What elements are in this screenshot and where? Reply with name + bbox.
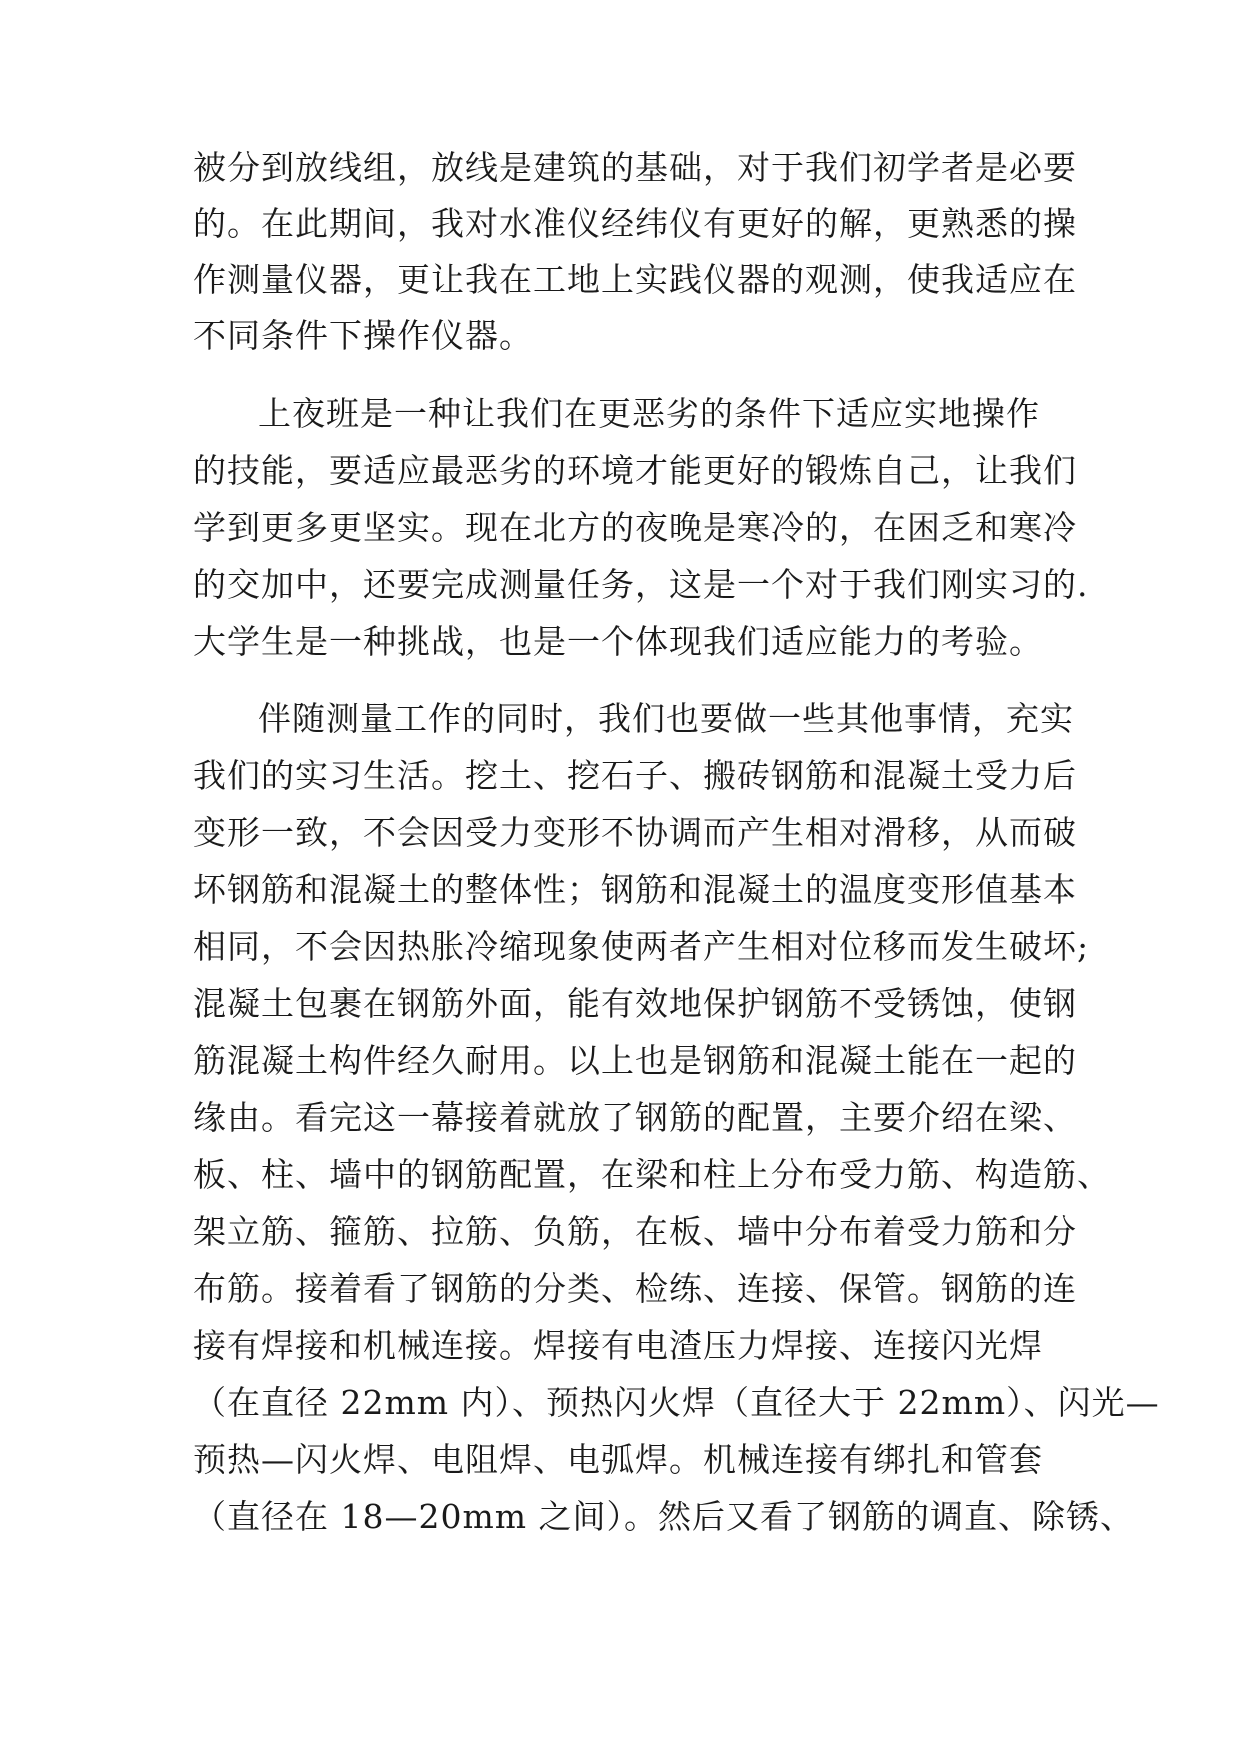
text-line: 混凝土包裹在钢筋外面，能有效地保护钢筋不受锈蚀，使钢 bbox=[193, 984, 1077, 1023]
text-line: 我们的实习生活。挖土、挖石子、搬砖钢筋和混凝土受力后 bbox=[193, 756, 1077, 795]
text-line: 布筋。接着看了钢筋的分类、检练、连接、保管。钢筋的连 bbox=[193, 1269, 1077, 1308]
text-line: 的交加中，还要完成测量任务，这是一个对于我们刚实习的. bbox=[193, 565, 1089, 604]
text-line: 预热—闪火焊、电阻焊、电弧焊。机械连接有绑扎和管套 bbox=[193, 1440, 1043, 1479]
text-line: 不同条件下操作仪器。 bbox=[193, 316, 533, 355]
text-line: 学到更多更坚实。现在北方的夜晚是寒冷的，在困乏和寒冷 bbox=[193, 508, 1077, 547]
text-line: 被分到放线组，放线是建筑的基础，对于我们初学者是必要 bbox=[193, 148, 1077, 187]
text-line: 坏钢筋和混凝土的整体性；钢筋和混凝土的温度变形值基本 bbox=[193, 870, 1077, 909]
text-line: 的。在此期间，我对水准仪经纬仪有更好的解，更熟悉的操 bbox=[193, 204, 1077, 243]
text-line: 上夜班是一种让我们在更恶劣的条件下适应实地操作 bbox=[258, 394, 1040, 433]
text-line: 伴随测量工作的同时，我们也要做一些其他事情，充实 bbox=[258, 699, 1074, 738]
text-line: （直径在 18—20mm 之间）。然后又看了钢筋的调直、除锈、 bbox=[193, 1497, 1135, 1536]
text-line: 相同，不会因热胀冷缩现象使两者产生相对位移而发生破坏; bbox=[193, 927, 1090, 966]
text-line: 大学生是一种挑战，也是一个体现我们适应能力的考验。 bbox=[193, 622, 1043, 661]
text-line: 作测量仪器，更让我在工地上实践仪器的观测，使我适应在 bbox=[193, 260, 1077, 299]
text-line: 板、柱、墙中的钢筋配置，在梁和柱上分布受力筋、构造筋、 bbox=[193, 1155, 1111, 1194]
text-line: 筋混凝土构件经久耐用。以上也是钢筋和混凝土能在一起的 bbox=[193, 1041, 1077, 1080]
text-line: 接有焊接和机械连接。焊接有电渣压力焊接、连接闪光焊 bbox=[193, 1326, 1043, 1365]
text-line: 变形一致，不会因受力变形不协调而产生相对滑移，从而破 bbox=[193, 813, 1077, 852]
text-line: （在直径 22mm 内）、预热闪火焊（直径大于 22mm）、闪光— bbox=[193, 1383, 1160, 1422]
text-line: 架立筋、箍筋、拉筋、负筋，在板、墙中分布着受力筋和分 bbox=[193, 1212, 1077, 1251]
text-line: 的技能，要适应最恶劣的环境才能更好的锻炼自己，让我们 bbox=[193, 451, 1077, 490]
text-line: 缘由。看完这一幕接着就放了钢筋的配置，主要介绍在梁、 bbox=[193, 1098, 1077, 1137]
